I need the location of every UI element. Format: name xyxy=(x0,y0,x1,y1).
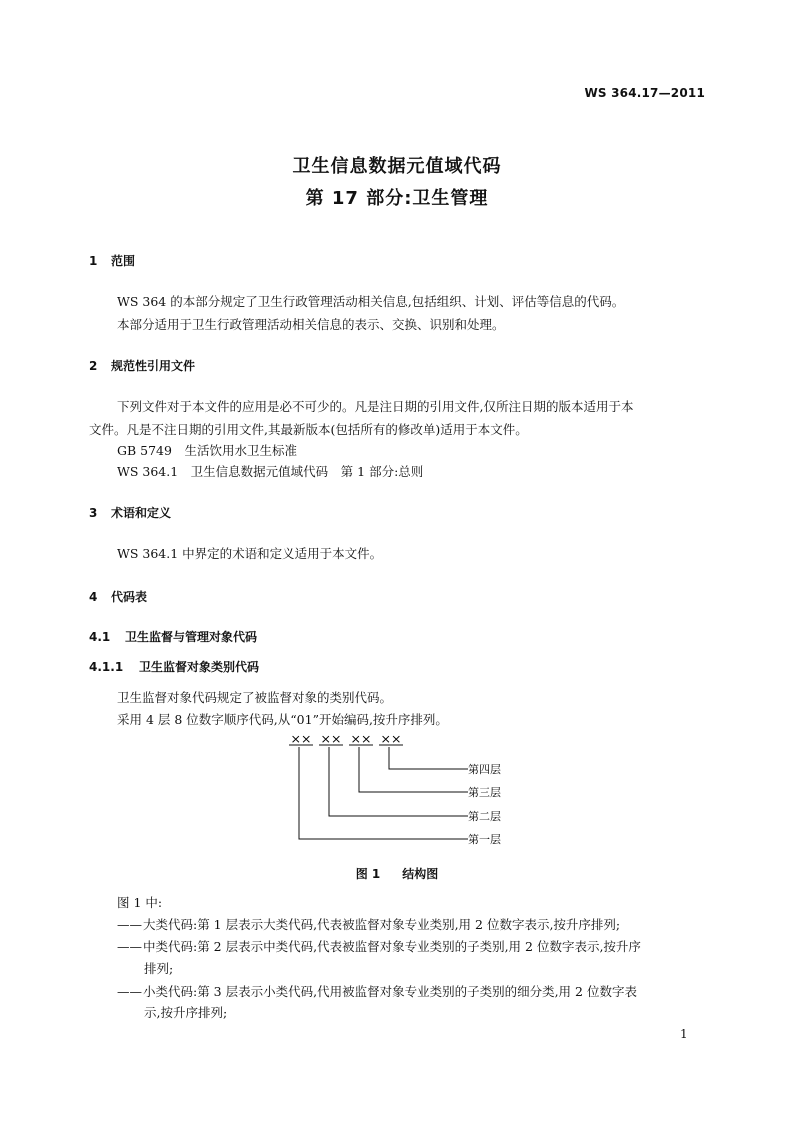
explain-intro: 图 1 中: xyxy=(117,895,163,910)
section-1-para-2: 本部分适用于卫生行政管理活动相关信息的表示、交换、识别和处理。 xyxy=(117,317,505,332)
section-4-heading xyxy=(89,588,147,605)
code-mark-2: ×× xyxy=(320,731,342,746)
section-title: 范围 xyxy=(111,254,136,268)
code-mark-4: ×× xyxy=(380,731,402,746)
figure-caption xyxy=(0,865,794,882)
section-1-para-1: WS 364 的本部分规定了卫生行政管理活动相关信息,包括组织、计划、评估等信息的代码。 xyxy=(117,294,625,309)
section-number: 4.1 xyxy=(89,630,111,644)
section-4-1-heading xyxy=(89,628,257,645)
section-title: 卫生监督与管理对象代码 xyxy=(125,630,258,644)
section-4-1-1-heading xyxy=(89,658,259,675)
label-level-4: 第四层 xyxy=(468,763,501,776)
section-number: 1 xyxy=(89,254,98,268)
reference-gb5749: GB 5749 生活饮用水卫生标准 xyxy=(117,443,297,458)
label-level-2: 第二层 xyxy=(468,810,501,823)
dash-mark: —— xyxy=(117,984,142,999)
explain-item-2 xyxy=(117,937,641,955)
section-title: 代码表 xyxy=(111,590,148,604)
page-number: 1 xyxy=(680,1027,688,1041)
label-level-1: 第一层 xyxy=(468,833,501,846)
document-title: 卫生信息数据元值域代码 xyxy=(292,156,502,177)
section-4-1-1-para-1: 卫生监督对象代码规定了被监督对象的类别代码。 xyxy=(117,690,393,705)
section-number: 4.1.1 xyxy=(89,660,124,674)
label-level-3: 第三层 xyxy=(468,786,501,799)
explain-item-2-cont: 排列; xyxy=(144,961,174,976)
section-number: 3 xyxy=(89,506,98,520)
dash-mark: —— xyxy=(117,917,142,932)
explain-item-text: 中类代码:第 2 层表示中类代码,代表被监督对象专业类别的子类别,用 2 位数字表示,按升序 xyxy=(143,939,641,954)
section-title: 术语和定义 xyxy=(111,506,172,520)
section-2-para-line-1: 下列文件对于本文件的应用是必不可少的。凡是注日期的引用文件,仅所注日期的版本适用于本 xyxy=(117,399,634,414)
dash-mark: —— xyxy=(117,939,142,954)
explain-item-3 xyxy=(117,982,637,1000)
structure-diagram xyxy=(280,728,520,852)
explain-item-3-cont: 示,按升序排列; xyxy=(144,1005,228,1020)
standard-number: WS 364.17—2011 xyxy=(584,86,705,100)
code-mark-3: ×× xyxy=(350,731,372,746)
explain-item-text: 小类代码:第 3 层表示小类代码,代用被监督对象专业类别的子类别的细分类,用 2 位数字表 xyxy=(143,984,637,999)
reference-ws364-1: WS 364.1 卫生信息数据元值域代码 第 1 部分:总则 xyxy=(117,464,424,479)
section-4-1-1-para-2: 采用 4 层 8 位数字顺序代码,从“01”开始编码,按升序排列。 xyxy=(117,712,448,727)
explain-item-1 xyxy=(117,915,620,933)
document-subtitle: 第 17 部分:卫生管理 xyxy=(305,188,489,209)
section-number: 2 xyxy=(89,359,98,373)
section-2-para-line-2: 文件。凡是不注日期的引用文件,其最新版本(包括所有的修改单)适用于本文件。 xyxy=(89,422,528,437)
section-title: 规范性引用文件 xyxy=(111,359,196,373)
explain-item-text: 大类代码:第 1 层表示大类代码,代表被监督对象专业类别,用 2 位数字表示,按升序排列; xyxy=(143,917,621,932)
section-title: 卫生监督对象类别代码 xyxy=(139,660,260,674)
figure-title: 结构图 xyxy=(402,867,439,881)
code-mark-1: ×× xyxy=(290,731,312,746)
figure-number: 图 1 xyxy=(355,867,381,881)
section-3-para: WS 364.1 中界定的术语和定义适用于本文件。 xyxy=(117,546,383,561)
section-number: 4 xyxy=(89,590,98,604)
section-1-heading xyxy=(89,252,135,269)
section-3-heading xyxy=(89,504,171,521)
section-2-heading xyxy=(89,357,195,374)
